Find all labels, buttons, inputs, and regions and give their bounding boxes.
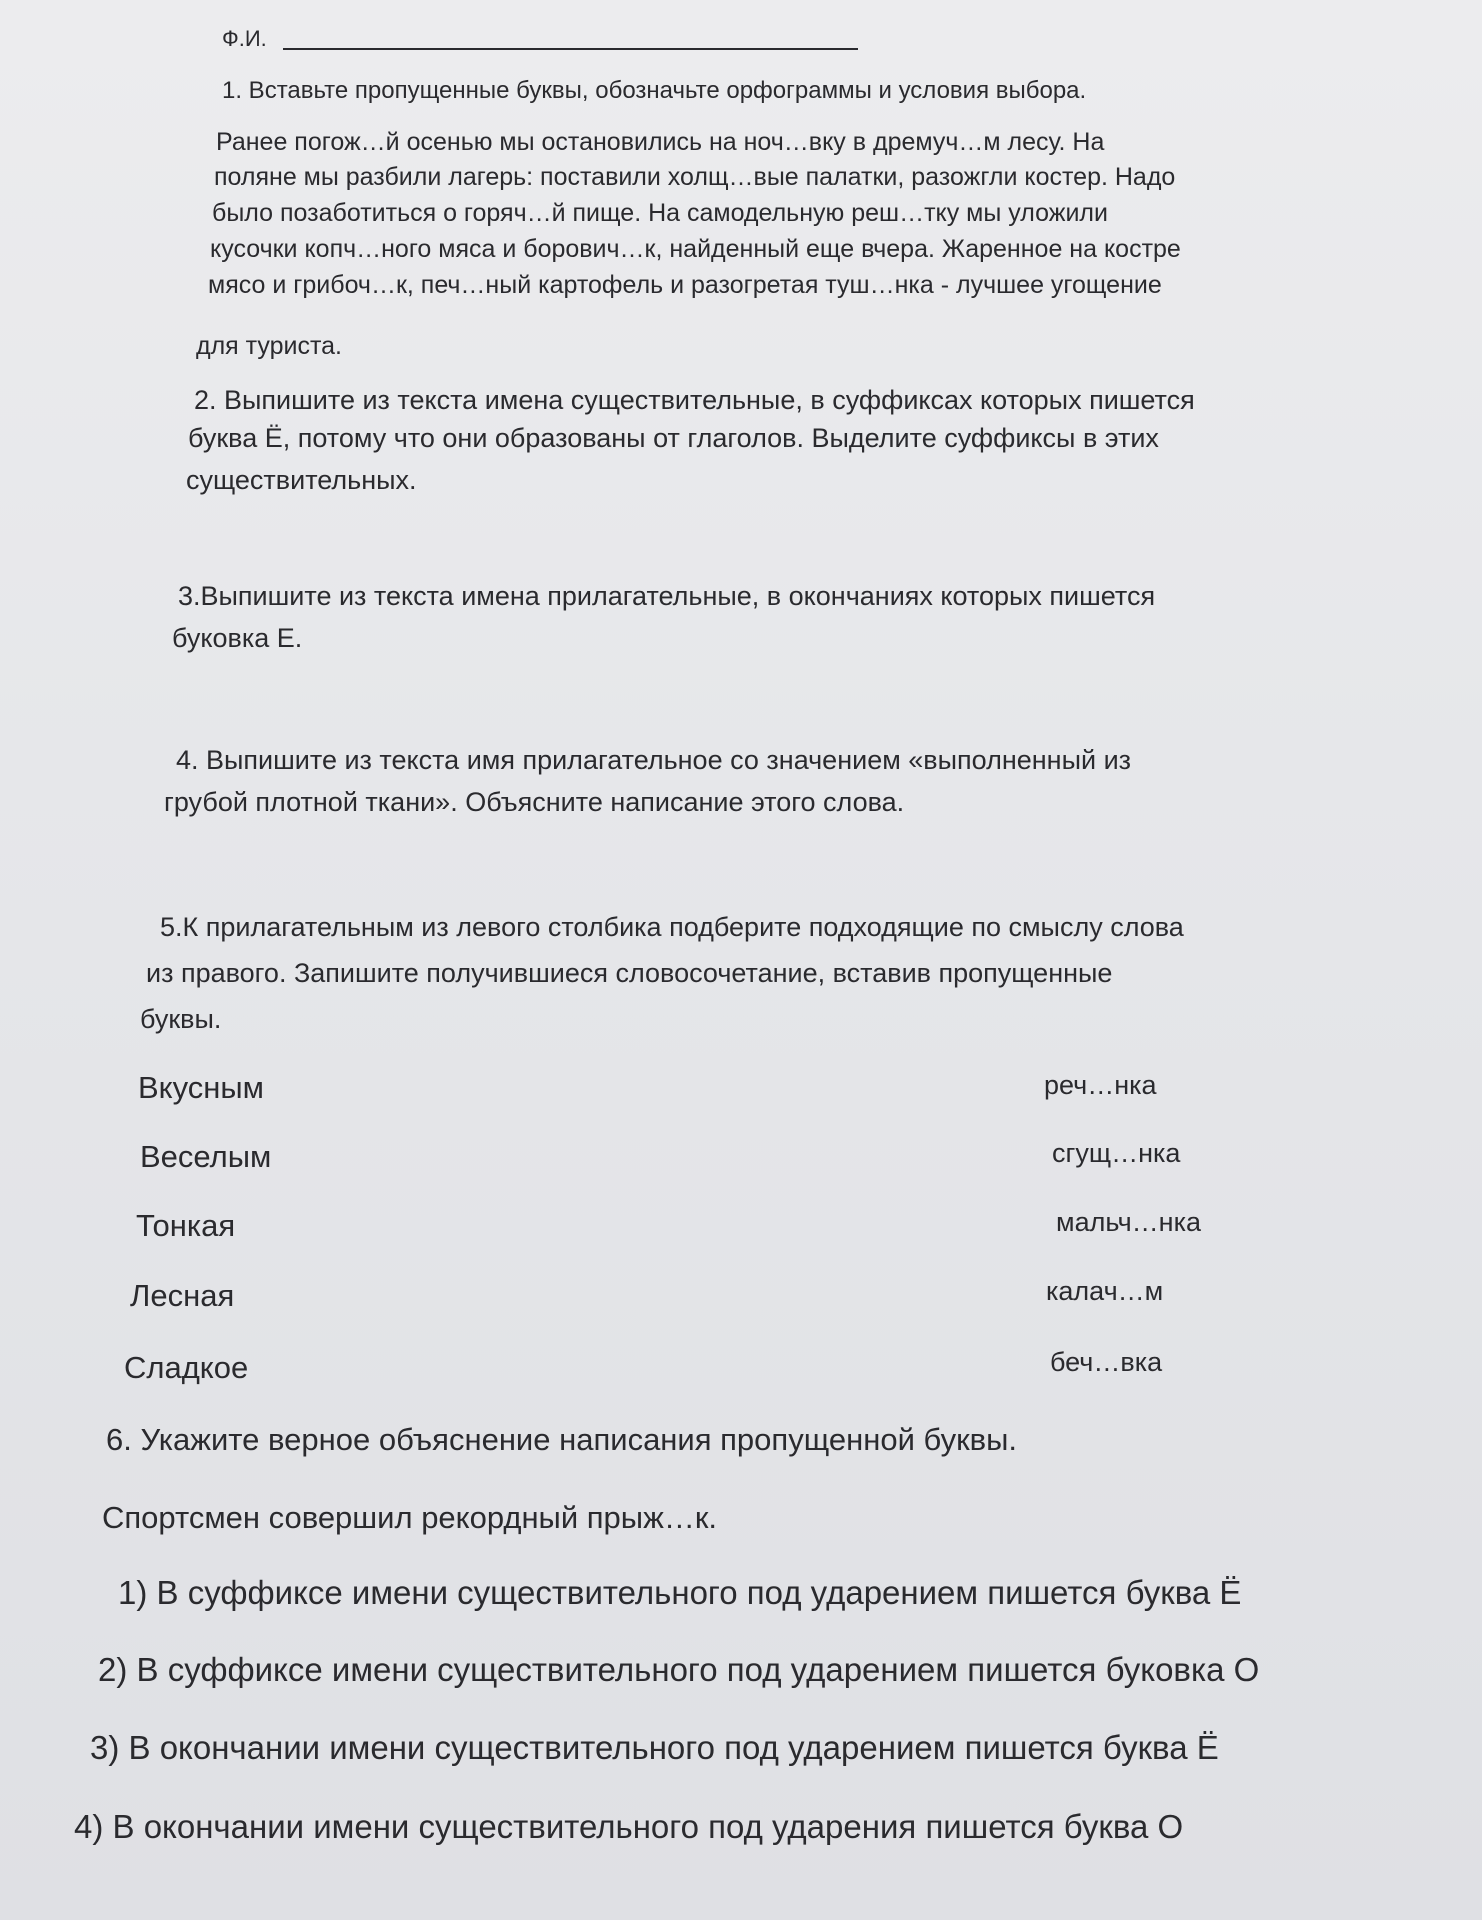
right-column-word: реч…нка: [1044, 1070, 1157, 1100]
task6-option-4: 4) В окончании имени существительного под ударения пишется буква О: [74, 1808, 1184, 1845]
task4-question-line: грубой плотной ткани». Объясните написание этого слова.: [164, 787, 905, 817]
task1-text-line: для туриста.: [196, 332, 342, 360]
left-column-word: Тонкая: [136, 1208, 236, 1243]
right-column-word: калач…м: [1046, 1276, 1164, 1306]
task4-question-line: 4. Выпишите из текста имя прилагательное со значением «выполненный из: [176, 745, 1132, 775]
task1-question: 1. Вставьте пропущенные буквы, обозначьте орфограммы и условия выбора.: [222, 77, 1087, 104]
task6-option-1: 1) В суффиксе имени существительного под ударением пишется буква Ё: [118, 1574, 1242, 1611]
task2-question-line: буква Ё, потому что они образованы от глаголов. Выделите суффиксы в этих: [188, 423, 1159, 453]
task1-text-line: кусочки копч…ного мяса и борович…к, найденный еще вчера. Жаренное на костре: [210, 235, 1181, 263]
task2-question-line: существительных.: [186, 465, 417, 495]
task5-question-line: из правого. Запишите получившиеся словосочетание, вставив пропущенные: [146, 958, 1113, 988]
task6-sentence: Спортсмен совершил рекордный прыж…к.: [102, 1500, 717, 1535]
left-column-word: Вкусным: [138, 1070, 264, 1105]
right-column-word: беч…вка: [1050, 1347, 1163, 1377]
task2-question-line: 2. Выпишите из текста имена существительные, в суффиксах которых пишется: [194, 385, 1195, 415]
task6-option-3: 3) В окончании имени существительного под ударением пишется буква Ё: [90, 1729, 1219, 1766]
task1-text-line: Ранее погож…й осенью мы остановились на ноч…вку в дремуч…м лесу. На: [216, 128, 1105, 156]
left-column-word: Сладкое: [124, 1350, 249, 1385]
task3-question-line: буковка Е.: [172, 623, 303, 653]
task6-question: 6. Укажите верное объяснение написания пропущенной буквы.: [106, 1422, 1018, 1457]
left-column-word: Лесная: [130, 1278, 235, 1313]
task6-option-2: 2) В суффиксе имени существительного под ударением пишется буковка О: [98, 1651, 1260, 1688]
student-name-underline: [283, 48, 858, 50]
task1-text-line: поляне мы разбили лагерь: поставили холщ…вые палатки, разожгли костер. Надо: [214, 163, 1176, 191]
left-column-word: Веселым: [140, 1139, 272, 1174]
task1-text-line: было позаботиться о горяч…й пище. На самодельную реш…тку мы уложили: [212, 199, 1108, 227]
task5-question-line: буквы.: [140, 1004, 222, 1034]
task1-text-line: мясо и грибоч…к, печ…ный картофель и разогретая туш…нка - лучшее угощение: [208, 271, 1162, 299]
task3-question-line: 3.Выпишите из текста имена прилагательные, в окончаниях которых пишется: [178, 581, 1156, 611]
student-name-label: Ф.И.: [222, 26, 267, 51]
right-column-word: мальч…нка: [1056, 1207, 1201, 1237]
right-column-word: сгущ…нка: [1052, 1138, 1181, 1168]
task5-question-line: 5.К прилагательным из левого столбика подберите подходящие по смыслу слова: [160, 912, 1184, 942]
